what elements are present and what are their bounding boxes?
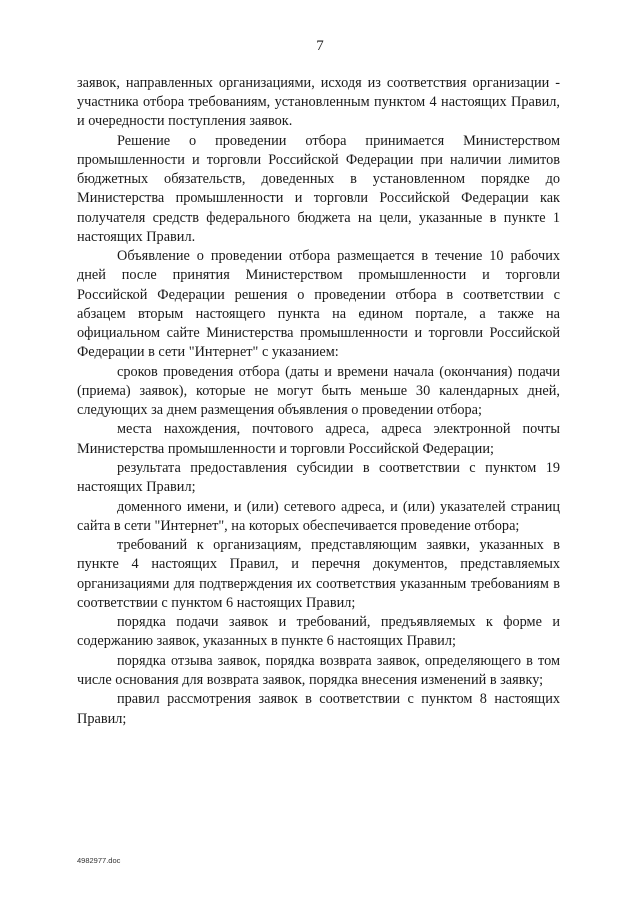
list-item-domain: доменного имени, и (или) сетевого адреса, и (или) указателей страниц сайта в сети "Интернет", на которых обеспечивается проведение отбора; [77, 498, 560, 534]
paragraph-decision: Решение о проведении отбора принимается Министерством промышленности и торговли Российской Федерации при наличии лимитов бюджетных обязательств, доведенных в установленном порядке до Министерства промышленности и торговли Российской Федерации как получателя средств федерального бюджета на цели, указанные в пункте 1 настоящих Правил. [77, 132, 560, 245]
list-item-deadlines: сроков проведения отбора (даты и времени начала (окончания) подачи (приема) заявок), которые не могут быть меньше 30 календарных дней, следующих за днем размещения объявления о проведении отбора; [77, 363, 560, 419]
document-filename: 4982977.doc [77, 856, 121, 865]
list-item-submission: порядка подачи заявок и требований, предъявляемых к форме и содержанию заявок, указанных в пункте 6 настоящих Правил; [77, 614, 560, 650]
list-item-requirements: требований к организациям, представляющим заявки, указанных в пункте 4 настоящих Правил, и перечня документов, представляемых организациями для подтверждения их соответствия указанным требованиям в соответствии с пунктом 6 настоящих Правил; [77, 537, 560, 611]
page-number: 7 [316, 38, 324, 54]
paragraph-continuation: заявок, направленных организациями, исходя из соответствия организации - участника отбора требованиям, установленным пунктом 4 настоящих Правил, и очередности поступления заявок. [77, 75, 560, 130]
list-item-review-rules: правил рассмотрения заявок в соответствии с пунктом 8 настоящих Правил; [77, 691, 560, 727]
list-item-address: места нахождения, почтового адреса, адреса электронной почты Министерства промышленности и торговли Российской Федерации; [77, 421, 560, 457]
list-item-withdrawal: порядка отзыва заявок, порядка возврата заявок, определяющего в том числе основания для возврата заявок, порядка внесения изменений в заявку; [77, 652, 560, 688]
list-item-result: результата предоставления субсидии в соответствии с пунктом 19 настоящих Правил; [77, 460, 560, 496]
paragraph-announcement: Объявление о проведении отбора размещается в течение 10 рабочих дней после принятия Министерством промышленности и торговли Российской Федерации решения о проведении отбора в соответствии с абзацем вторым настоящего пункта на едином портале, а также на официальном сайте Министерства промышленности и торговли Российской Федерации в сети "Интернет" с указанием: [77, 248, 560, 361]
document-body [77, 74, 560, 729]
